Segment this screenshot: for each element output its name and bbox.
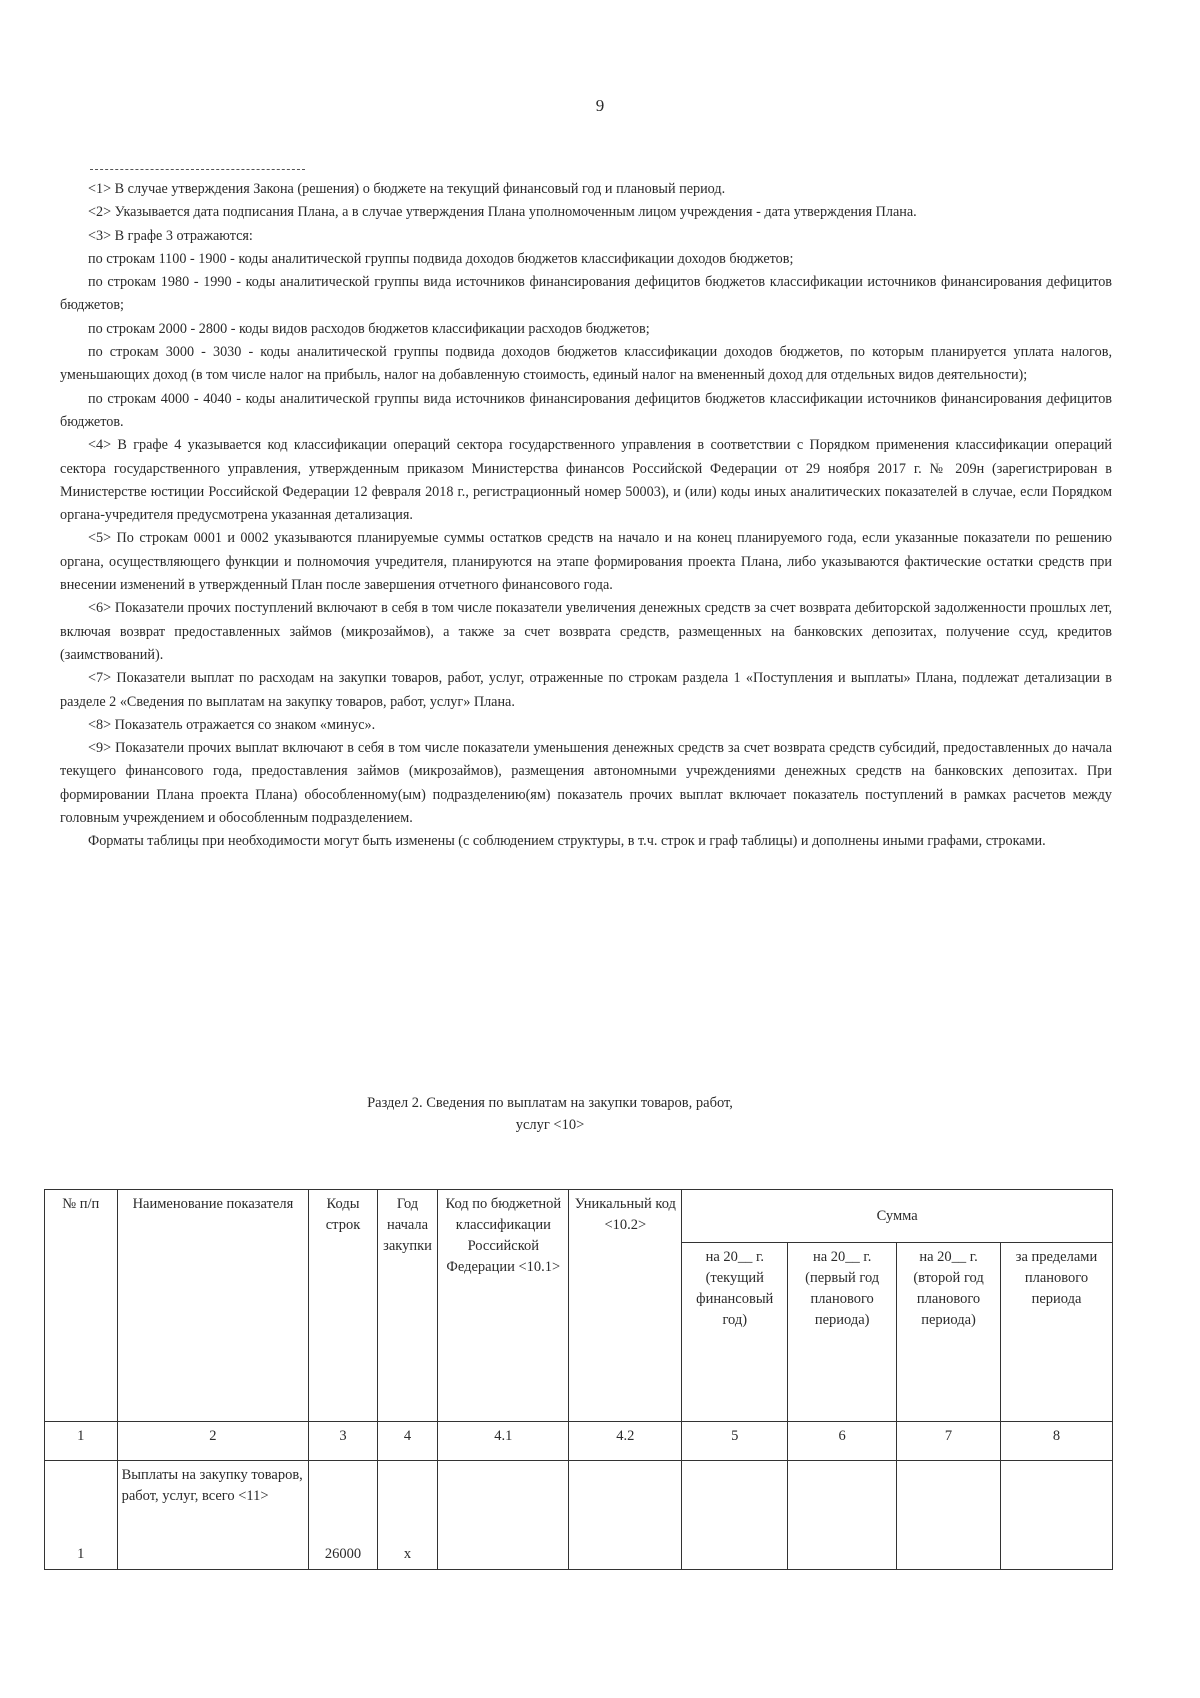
footnote-7: <7> Показатели выплат по расходам на закупки товаров, работ, услуг, отраженные по строкам раздела 1 «Поступления и выплаты» Плана, подлежат детализации в разделе 2 «Сведения по выплатам на закупку товаров, работ, услуг» Плана. — [60, 670, 1112, 710]
row-sum-current — [682, 1461, 788, 1570]
col-number: 7 — [897, 1422, 1001, 1461]
row-code: 26000 — [309, 1461, 378, 1570]
header-sum-first: на 20__ г. (первый год планового периода) — [788, 1243, 897, 1422]
header-sum-second: на 20__ г. (второй год планового периода) — [897, 1243, 1001, 1422]
col-number: 5 — [682, 1422, 788, 1461]
row-unique-code — [569, 1461, 682, 1570]
format-note: Форматы таблицы при необходимости могут быть изменены (с соблюдением структуры, в т.ч. строк и граф таблицы) и дополнены иными графами, строками. — [88, 833, 1046, 850]
footnote-1: <1> В случае утверждения Закона (решения) о бюджете на текущий финансовый год и плановый период. — [88, 181, 726, 197]
footnote-3-item: по строкам 2000 - 2800 - коды видов расходов бюджетов классификации расходов бюджетов; — [88, 320, 650, 337]
footnote-2: <2> Указывается дата подписания Плана, а в случае утверждения Плана уполномоченным лицом учреждения - дата утверждения Плана. — [88, 204, 917, 221]
row-num: 1 — [45, 1461, 118, 1570]
footnote-5: <5> По строкам 0001 и 0002 указываются планируемые суммы остатков средств на начало и на конец планируемого года, если указанные показатели по решению органа, осуществляющего функции и полномочия учредителя, планируются на этапе формирования проекта Плана, либо указываются фактические остатки средств при внесении изменений в утвержденный План после завершения отчетного финансового года. — [60, 530, 1112, 594]
purchases-table — [44, 1189, 1113, 1570]
footnote-3-item: по строкам 1100 - 1900 - коды аналитической группы подвида доходов бюджетов классификации доходов бюджетов; — [88, 250, 794, 267]
footnote-3-item: по строкам 1980 - 1990 - коды аналитической группы вида источников финансирования дефицитов бюджетов классификации источников финансирования дефицитов бюджетов; — [60, 274, 1112, 314]
col-number: 3 — [309, 1422, 378, 1461]
col-number: 4.2 — [569, 1422, 682, 1461]
header-unique-code: Уникальный код <10.2> — [569, 1190, 682, 1422]
col-number: 4 — [377, 1422, 438, 1461]
col-number: 6 — [788, 1422, 897, 1461]
row-sum-first — [788, 1461, 897, 1570]
row-year: x — [377, 1461, 438, 1570]
header-year: Год начала закупки — [377, 1190, 438, 1422]
row-kbk — [438, 1461, 569, 1570]
footnote-3-item: по строкам 3000 - 3030 - коды аналитической группы подвида доходов бюджетов классификации доходов бюджетов, по которым планируется уплата налогов, уменьшающих доход (в том числе налог на прибыль, налог на добавленную стоимость, единый налог на вмененный доход для отдельных видов деятельности); — [60, 344, 1112, 384]
row-sum-beyond — [1000, 1461, 1112, 1570]
column-number-row — [45, 1422, 1113, 1461]
footnote-6: <6> Показатели прочих поступлений включают в себя в том числе показатели увеличения денежных средств за счет возврата дебиторской задолженности прошлых лет, включая возврат предоставленных займов (микрозаймов), а также за счет возврата средств, размещенных на банковских депозитах, получение ссуд, кредитов (заимствований). — [60, 600, 1112, 663]
header-num: № п/п — [45, 1190, 118, 1422]
col-number: 8 — [1000, 1422, 1112, 1461]
header-sum-beyond: за пределами планового периода — [1000, 1243, 1112, 1422]
footnote-3-item: по строкам 4000 - 4040 - коды аналитической группы вида источников финансирования дефицитов бюджетов классификации источников финансирования дефицитов бюджетов. — [60, 390, 1112, 430]
footnote-3: <3> В графе 3 отражаются: — [88, 227, 253, 244]
table-header-row — [45, 1190, 1113, 1243]
footnote-9: <9> Показатели прочих выплат включают в себя в том числе показатели уменьшения денежных средств за счет возврата средств субсидий, предоставленных до начала текущего финансового года, предоставления займов (микрозаймов), размещения автономными учреждениями денежных средств на банковских депозитах. При формировании Плана проекта Плана) обособленному(ым) подразделению(ям) показатель прочих выплат включает показатель поступлений в рамках расчетов между головным учреждением и обособленным подразделением. — [60, 740, 1112, 827]
header-name: Наименование показателя — [117, 1190, 309, 1422]
row-sum-second — [897, 1461, 1001, 1570]
header-kbk: Код по бюджетной классификации Российской Федерации <10.1> — [438, 1190, 569, 1422]
section-title — [300, 1092, 800, 1136]
col-number: 1 — [45, 1422, 118, 1461]
col-number: 2 — [117, 1422, 309, 1461]
footnote-4: <4> В графе 4 указывается код классификации операций сектора государственного управления в соответствии с Порядком применения классификации операций сектора государственного управления, утвержденным приказом Министерства финансов Российской Федерации от 29 ноября 2017 г. № 209н (зарегистрирован в Министерстве юстиции Российской Федерации 12 февраля 2018 г., регистрационный номер 50003), и (или) коды иных аналитических показателей в случае, если Порядком органа-учредителя предусмотрена указанная детализация. — [60, 437, 1112, 524]
header-sum: Сумма — [682, 1190, 1113, 1243]
section-title-line-1: Раздел 2. Сведения по выплатам на закупки товаров, работ, — [367, 1095, 733, 1111]
footnotes — [60, 178, 1112, 854]
section-title-line-2: услуг <10> — [515, 1117, 585, 1133]
col-number: 4.1 — [438, 1422, 569, 1461]
header-codes: Коды строк — [309, 1190, 378, 1422]
row-name: Выплаты на закупку товаров, работ, услуг, всего <11> — [117, 1461, 309, 1570]
table-row — [45, 1461, 1113, 1570]
footnote-8: <8> Показатель отражается со знаком «минус». — [88, 716, 376, 733]
footnote-separator — [90, 169, 305, 170]
page-number: 9 — [595, 96, 605, 115]
header-sum-current: на 20__ г. (текущий финансовый год) — [682, 1243, 788, 1422]
